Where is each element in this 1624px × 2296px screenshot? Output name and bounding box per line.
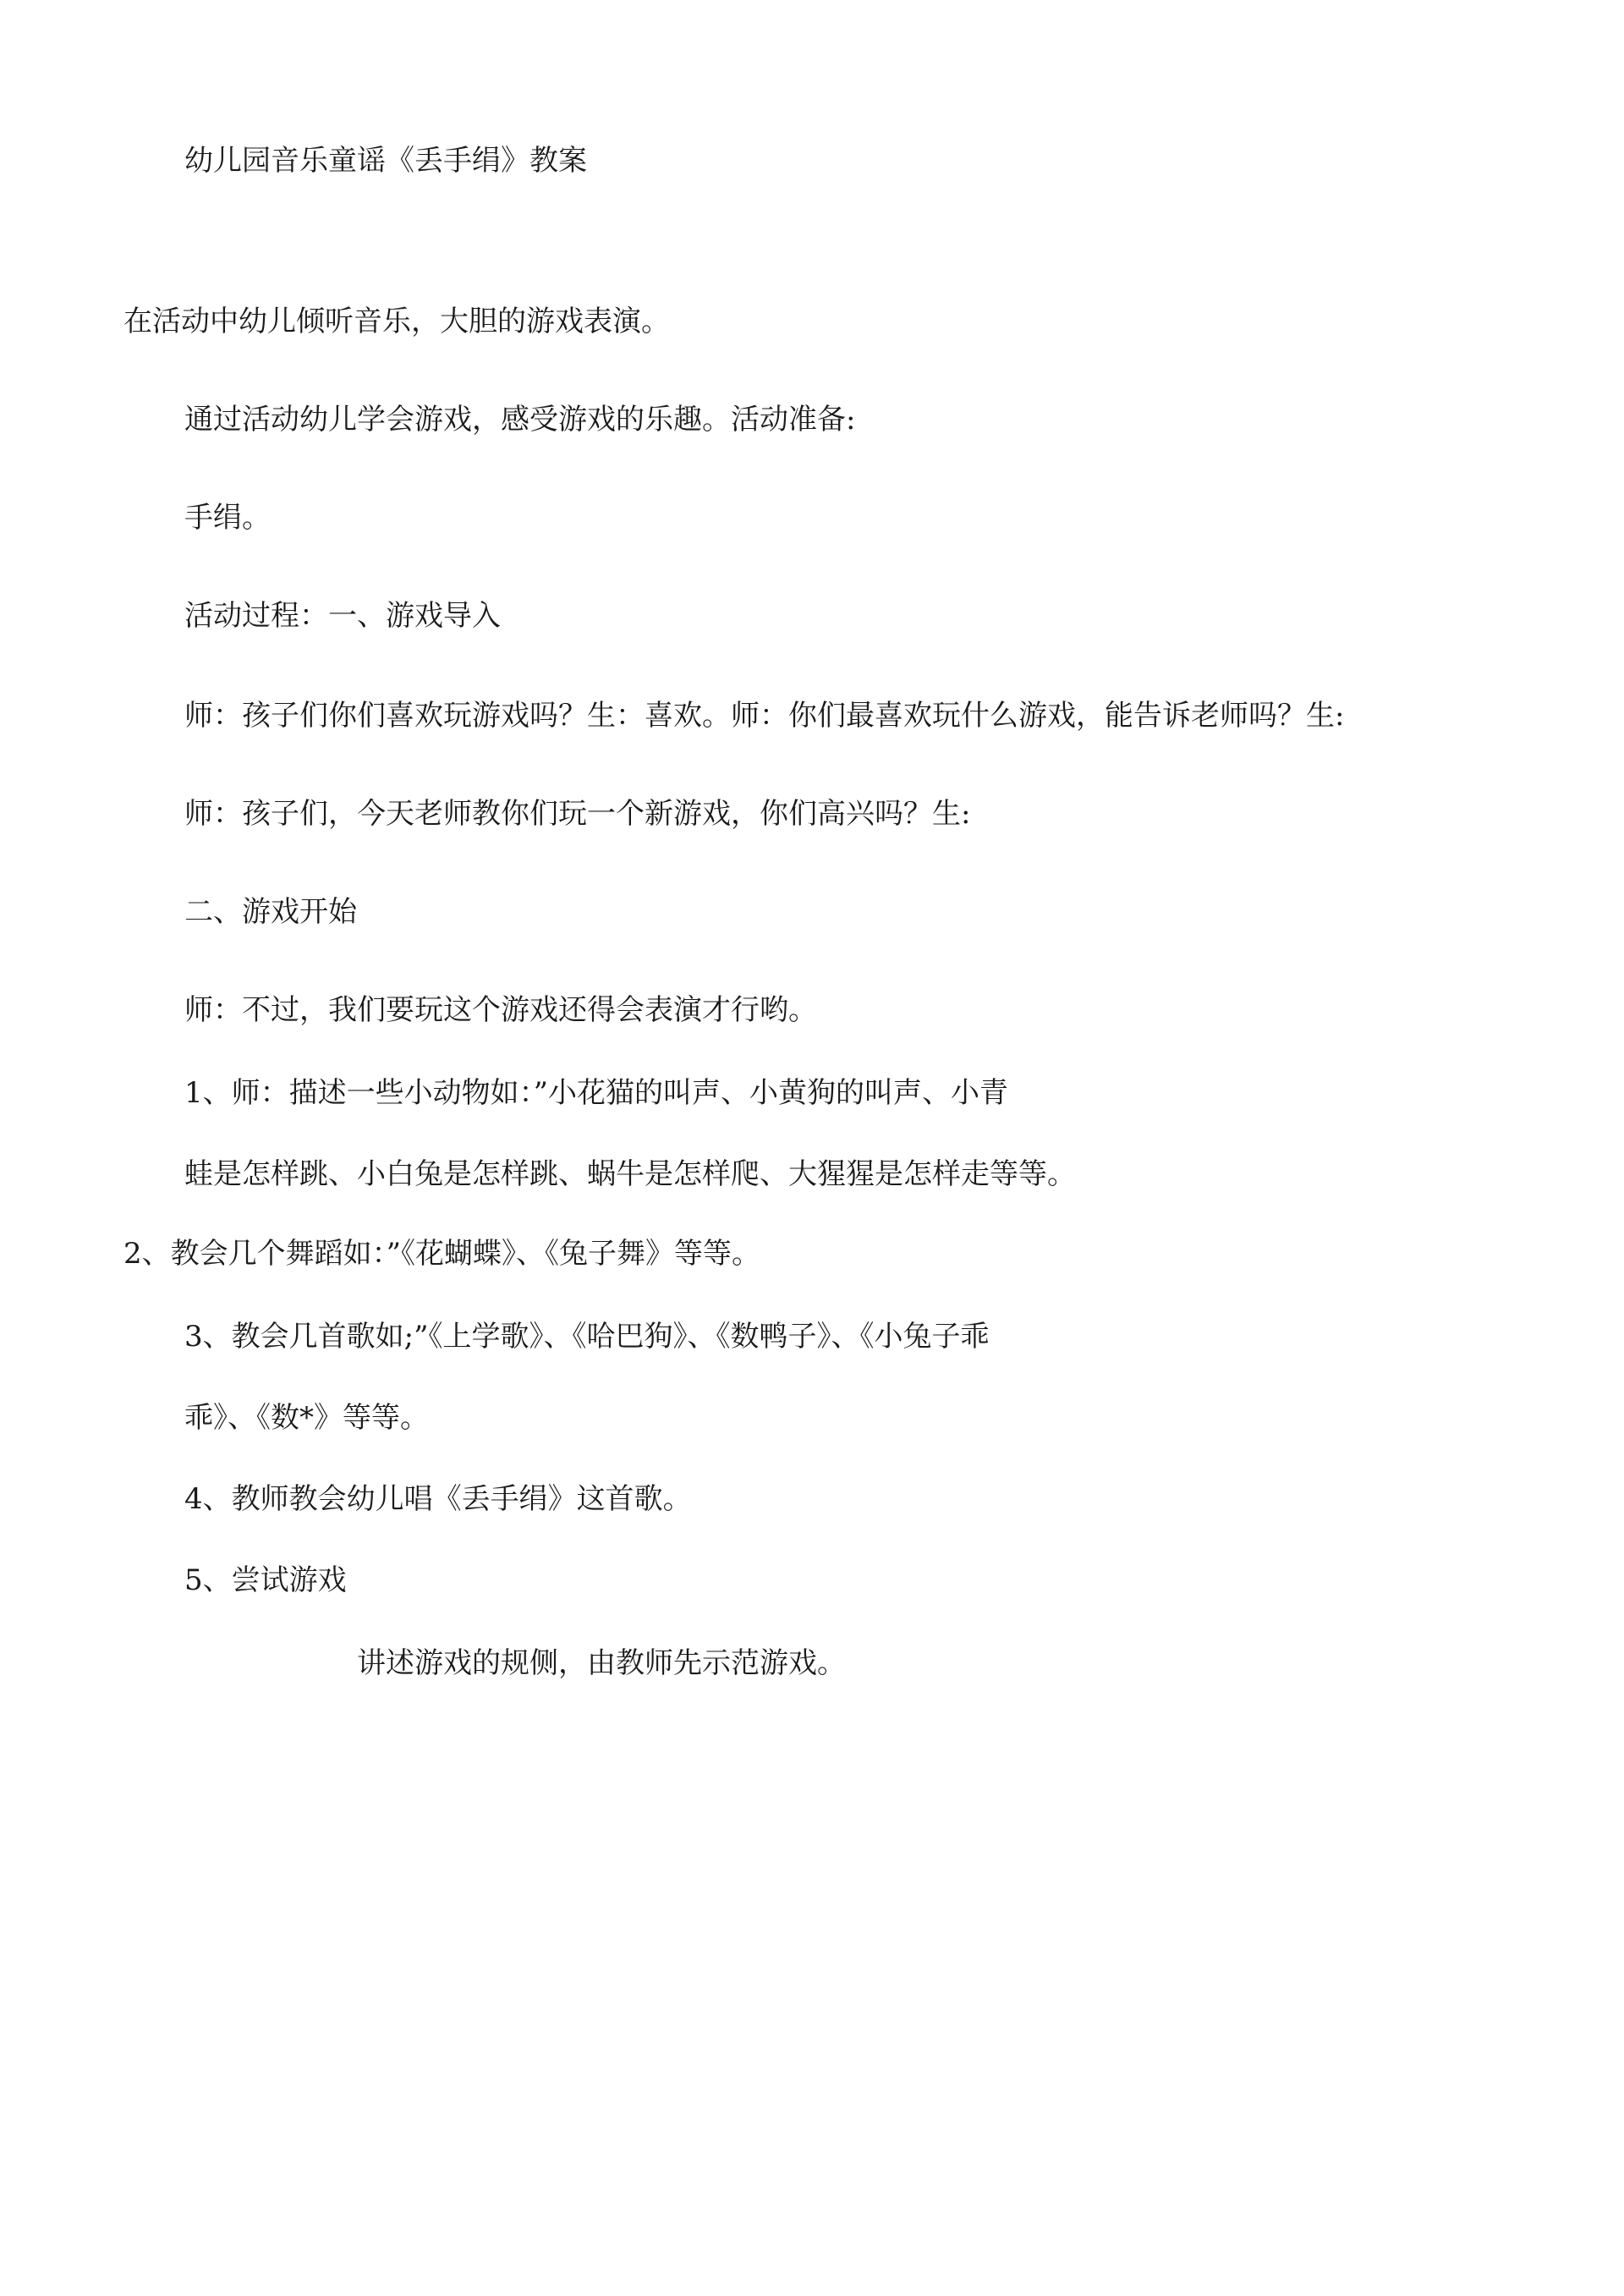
list-item: 3、教会几首歌如;”《上学歌》、《哈巴狗》、《数鸭子》、《小兔子乖 — [184, 1320, 990, 1354]
section-heading: 活动过程：一、游戏导入 — [184, 599, 501, 633]
list-item-continuation: 蛙是怎样跳、小白兔是怎样跳、蜗牛是怎样爬、大猩猩是怎样走等等。 — [184, 1157, 1076, 1191]
list-item: 1、师：描述一些小动物如：”小花猫的叫声、小黄狗的叫声、小青 — [184, 1076, 1009, 1110]
document-title: 幼儿园音乐童谣《丢手绢》教案 — [184, 144, 587, 178]
paragraph-line: 师：孩子们你们喜欢玩游戏吗？生：喜欢。师：你们最喜欢玩什么游戏，能告诉老师吗？生: — [184, 699, 1345, 733]
list-item: 2、教会几个舞蹈如：”《花蝴蝶》、《兔子舞》等等。 — [123, 1237, 761, 1271]
list-item: 4、教师教会幼儿唱《丢手绢》这首歌。 — [184, 1482, 692, 1516]
paragraph-line: 在活动中幼儿倾听音乐，大胆的游戏表演。 — [123, 305, 670, 338]
section-heading: 二、游戏开始 — [184, 895, 357, 929]
paragraph-line: 讲述游戏的规侧，由教师先示范游戏。 — [357, 1646, 846, 1680]
paragraph-line: 师：孩子们，今天老师教你们玩一个新游戏，你们高兴吗？生: — [184, 797, 971, 831]
list-item: 5、尝试游戏 — [184, 1563, 347, 1597]
list-item-continuation: 乖》、《数*》等等。 — [184, 1401, 429, 1435]
paragraph-line: 通过活动幼儿学会游戏，感受游戏的乐趣。活动准备: — [184, 403, 856, 437]
paragraph-line: 师：不过，我们要玩这个游戏还得会表演才行哟。 — [184, 993, 817, 1027]
paragraph-line: 手绢。 — [184, 501, 271, 535]
